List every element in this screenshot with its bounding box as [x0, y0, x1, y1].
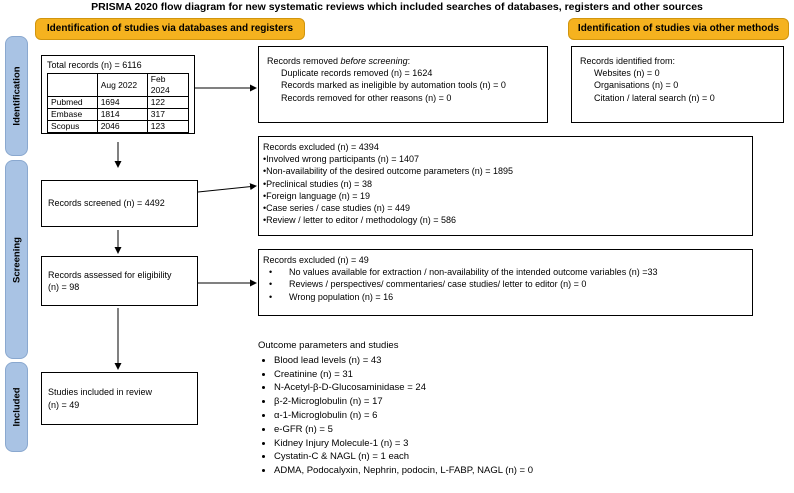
list-item: • Cystatin-C & NAGL (n) = 1 each [274, 450, 533, 464]
excluded-item: •Foreign language (n) = 19 [263, 190, 370, 201]
stage-screening-label: Screening [11, 236, 22, 283]
bullet-icon: • [269, 279, 273, 290]
list-item: • N-Acetyl-β-D-Glucosaminidase = 24 [274, 381, 533, 395]
list-item: • Blood lead levels (n) = 43 [274, 354, 533, 368]
table-cell: 2046 [97, 121, 147, 133]
heading-suffix: : [407, 56, 411, 66]
assessed-line1: Records assessed for eligibility [48, 269, 172, 280]
list-item: • Kidney Injury Molecule-1 (n) = 3 [274, 437, 533, 451]
excluded-2-text: No values available for extraction / non-availability of the intended outcome variables (n) =33 [289, 267, 658, 278]
removed-item: Duplicate records removed (n) = 1624 [281, 68, 433, 79]
list-item: • Creatinine (n) = 31 [274, 368, 533, 382]
excluded-item: •Involved wrong participants (n) = 1407 [263, 154, 419, 165]
table-cell: 317 [147, 109, 188, 121]
page-title: PRISMA 2020 flow diagram for new systematic reviews which included searches of databases, registers and other sources [91, 1, 703, 13]
list-item: • e-GFR (n) = 5 [274, 423, 533, 437]
removed-item: Records marked as ineligible by automation tools (n) = 0 [281, 80, 506, 91]
other-item: Citation / lateral search (n) = 0 [594, 92, 715, 103]
table-cell: Pubmed [48, 97, 98, 109]
included-line1: Studies included in review [48, 387, 153, 398]
table-cell: Feb 2024 [147, 74, 188, 97]
excluded-item: •Non-availability of the desired outcome parameters (n) = 1895 [263, 166, 514, 177]
excluded-2-heading: Records excluded (n) = 49 [263, 255, 369, 265]
excluded-item: •Review / letter to editor / methodology (n) = 586 [263, 215, 456, 226]
header-databases: Identification of studies via databases and registers [35, 18, 305, 40]
table-cell: Aug 2022 [97, 74, 147, 97]
heading-text: Records removed [267, 56, 341, 66]
stage-identification-label: Identification [11, 66, 22, 126]
header-other-methods: Identification of studies via other methods [568, 18, 789, 40]
table-cell: Scopus [48, 121, 98, 133]
included-line2: (n) = 49 [48, 399, 80, 410]
excluded-2-text: Reviews / perspectives/ commentaries/ case studies/ letter to editor (n) = 0 [289, 279, 587, 290]
excluded-2-text: Wrong population (n) = 16 [289, 291, 394, 302]
table-cell: 122 [147, 97, 188, 109]
bullet-icon: • [269, 291, 273, 302]
bullet-icon: • [269, 267, 273, 278]
table-cell: 1814 [97, 109, 147, 121]
excluded-item: •Case series / case studies (n) = 449 [263, 203, 410, 214]
stage-included-label: Included [11, 387, 22, 427]
outcomes-heading: Outcome parameters and studies [258, 340, 399, 351]
table-cell: 1694 [97, 97, 147, 109]
table-cell: Embase [48, 109, 98, 121]
excluded-item: •Preclinical studies (n) = 38 [263, 178, 372, 189]
table-cell: 123 [147, 121, 188, 133]
other-methods-heading: Records identified from: [580, 56, 676, 66]
removed-item: Records removed for other reasons (n) = 0 [281, 92, 452, 103]
arrow-screened-to-excluded [198, 186, 256, 192]
assessed-line2: (n) = 98 [48, 282, 80, 292]
list-item: • α-1-Microglobulin (n) = 6 [274, 409, 533, 423]
list-item: • ADMA, Podocalyxin, Nephrin, podocin, L-FABP, NAGL (n) = 0 [274, 464, 533, 478]
heading-emphasis: before screening [340, 56, 408, 66]
other-item: Organisations (n) = 0 [594, 80, 679, 91]
other-item: Websites (n) = 0 [594, 68, 660, 79]
records-screened-text: Records screened (n) = 4492 [48, 198, 165, 209]
list-item: • β-2-Microglobulin (n) = 17 [274, 395, 533, 409]
excluded-heading: Records excluded (n) = 4394 [263, 142, 379, 152]
total-records: Total records (n) = 6116 [47, 60, 142, 70]
